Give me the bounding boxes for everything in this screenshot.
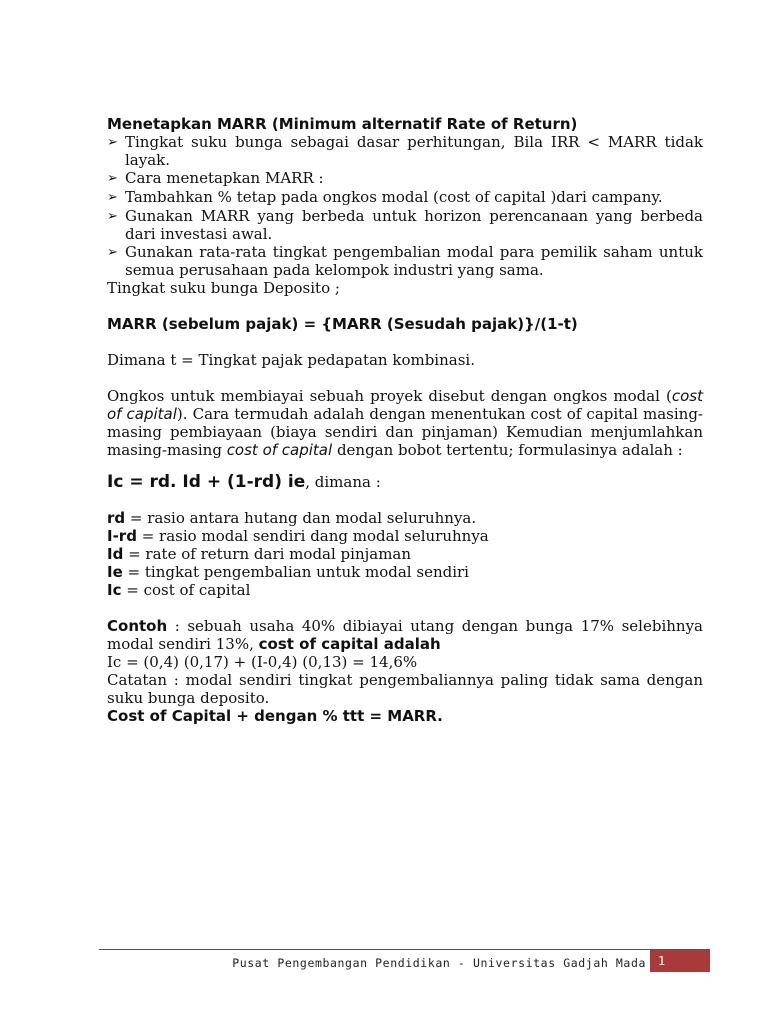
ongkos-italic-2: cost of capital: [226, 441, 333, 459]
definition-row: [107, 527, 703, 545]
definition-term: I-rd: [107, 527, 137, 545]
bullet-text: Cara menetapkan MARR :: [125, 169, 324, 187]
ongkos-text-2: ). Cara termudah adalah dengan menentukan cost of capital masing-masing pembiayaan (biaya sendiri dan pinjaman) Kemudian menjumlahkan masing-masing: [107, 405, 703, 459]
definition-term: Id: [107, 545, 124, 563]
contoh-text: : sebuah usaha 40% dibiayai utang dengan bunga 17% selebihnya modal sendiri 13%,: [107, 617, 703, 653]
bullet-item: [107, 169, 703, 188]
bullet-item: [107, 188, 703, 207]
ongkos-text-3: dengan bobot tertentu; formulasinya adalah :: [332, 441, 683, 459]
document-body: [107, 115, 703, 725]
definition-term: rd: [107, 509, 126, 527]
definition-text: = rasio antara hutang dan modal seluruhnya.: [125, 509, 477, 527]
ongkos-text-1: Ongkos untuk membiayai sebuah proyek disebut dengan ongkos modal (: [107, 387, 672, 405]
contoh-bold-end: cost of capital adalah: [258, 635, 441, 653]
contoh-label: Contoh: [107, 617, 168, 635]
bullet-text: Tambahkan % tetap pada ongkos modal (cost of capital )dari campany.: [125, 188, 663, 206]
contoh-calculation: Ic = (0,4) (0,17) + (I-0,4) (0,13) = 14,6%: [107, 653, 418, 671]
section-title: Menetapkan MARR (Minimum alternatif Rate of Return): [107, 115, 578, 133]
bullet-item: [107, 133, 703, 169]
catatan-paragraph: Catatan : modal sendiri tingkat pengembaliannya paling tidak sama dengan suku bunga deposito.: [107, 671, 703, 707]
definition-text: = rate of return dari modal pinjaman: [123, 545, 412, 563]
definition-row: [107, 545, 703, 563]
footer-text: Pusat Pengembangan Pendidikan - Universitas Gadjah Mada: [232, 956, 646, 970]
ic-formula: Ic = rd. Id + (1-rd) ie: [107, 472, 306, 492]
contoh-paragraph: [107, 617, 703, 653]
definition-text: = tingkat pengembalian untuk modal sendiri: [122, 563, 469, 581]
ic-formula-suffix: , dimana :: [305, 473, 381, 491]
bullet-text: Gunakan rata-rata tingkat pengembalian modal para pemilik saham untuk semua perusahaan pada kelompok industri yang sama.: [125, 243, 703, 279]
ongkos-italic-1: cost of capital: [107, 387, 703, 423]
arrow-bullet-icon: ➢: [107, 190, 118, 205]
definition-row: [107, 509, 703, 527]
page-number-badge: 1: [650, 950, 710, 972]
page-footer: [99, 949, 710, 972]
bullet-item: [107, 243, 703, 279]
final-formula: Cost of Capital + dengan % ttt = MARR.: [107, 707, 443, 725]
bullet-text: Gunakan MARR yang berbeda untuk horizon perencanaan yang berbeda dari investasi awal.: [125, 207, 703, 243]
ongkos-paragraph: [107, 387, 703, 459]
deposito-line: Tingkat suku bunga Deposito ;: [107, 279, 340, 297]
dimana-t-line: Dimana t = Tingkat pajak pedapatan kombinasi.: [107, 351, 475, 369]
definition-row: [107, 563, 703, 581]
definition-term: Ie: [107, 563, 123, 581]
ic-formula-line: [107, 473, 703, 491]
marr-formula: MARR (sebelum pajak) = {MARR (Sesudah pajak)}/(1-t): [107, 315, 578, 333]
arrow-bullet-icon: ➢: [107, 135, 118, 150]
definition-term: Ic: [107, 581, 122, 599]
bullet-text: Tingkat suku bunga sebagai dasar perhitungan, Bila IRR < MARR tidak layak.: [125, 133, 703, 169]
arrow-bullet-icon: ➢: [107, 171, 118, 186]
definition-row: [107, 581, 703, 599]
definition-text: = rasio modal sendiri dang modal seluruhnya: [136, 527, 489, 545]
arrow-bullet-icon: ➢: [107, 209, 118, 224]
definition-text: = cost of capital: [121, 581, 251, 599]
arrow-bullet-icon: ➢: [107, 245, 118, 260]
bullet-item: [107, 207, 703, 243]
